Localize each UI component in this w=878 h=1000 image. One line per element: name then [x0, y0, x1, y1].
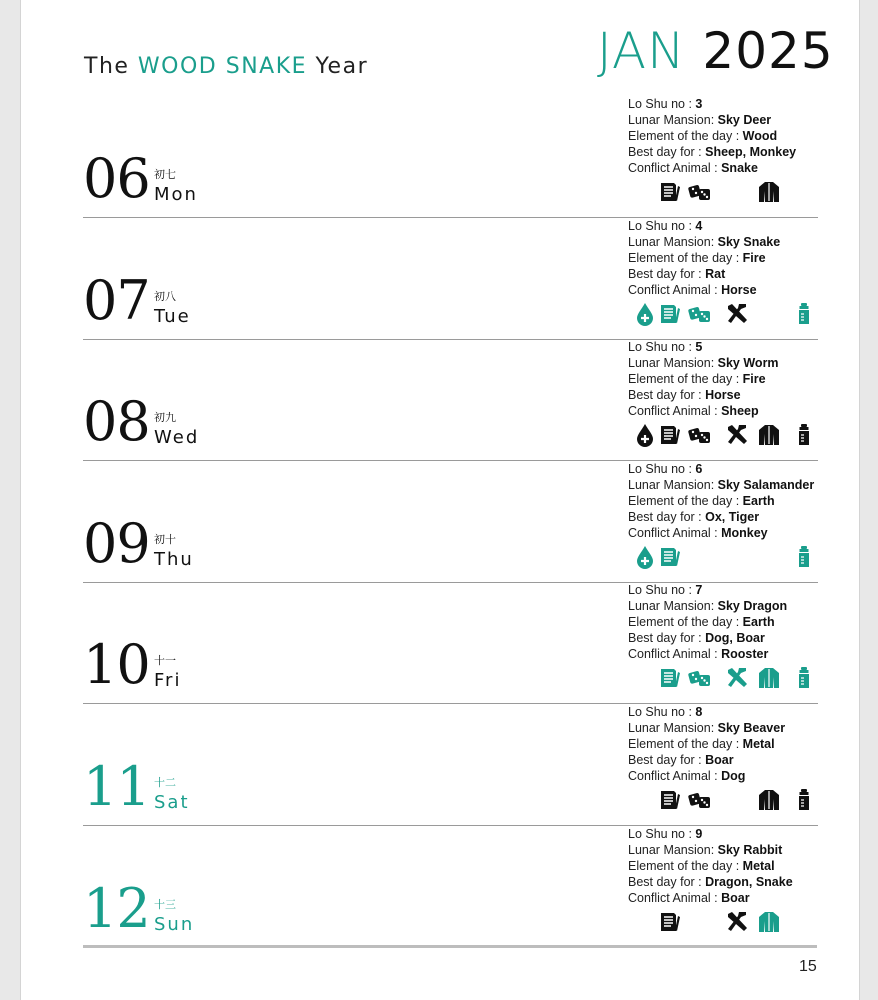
baby-bottle-icon	[792, 423, 816, 447]
weekday-label: Tue	[154, 305, 191, 327]
document-icon	[658, 545, 682, 569]
day-number: 11	[83, 755, 150, 818]
jacket-icon	[757, 666, 781, 690]
day-number: 06	[83, 147, 150, 210]
day-entry	[83, 96, 818, 218]
day-info	[628, 339, 779, 419]
document-icon	[658, 910, 682, 934]
lunar-mansion-line: Lunar Mansion: Sky Dragon	[628, 599, 788, 614]
dice-icon	[688, 302, 712, 326]
lunar-date: 初十	[154, 533, 176, 546]
tools-icon	[725, 910, 749, 934]
day-info	[628, 96, 796, 176]
jacket-icon	[757, 423, 781, 447]
medical-drop-icon	[633, 302, 657, 326]
weekday-label: Mon	[154, 184, 198, 205]
day-entry	[83, 582, 818, 704]
day-info	[628, 704, 785, 784]
lo-shu-line: Lo Shu no : 7	[628, 583, 703, 598]
best-day-line: Best day for : Boar	[628, 753, 734, 767]
planner-page	[20, 0, 860, 1000]
dice-icon	[688, 666, 712, 690]
dice-icon	[688, 423, 712, 447]
month-label: JAN	[597, 22, 686, 80]
baby-bottle-icon	[792, 666, 816, 690]
lo-shu-line: Lo Shu no : 3	[628, 97, 703, 111]
year-title-accent: WOOD SNAKE	[137, 54, 308, 79]
conflict-animal-line: Conflict Animal : Monkey	[628, 525, 768, 540]
page-number: 15	[799, 958, 817, 975]
document-icon	[658, 180, 682, 204]
day-number: 09	[83, 511, 150, 575]
lunar-date: 初七	[154, 169, 176, 181]
tools-icon	[725, 666, 749, 690]
day-divider	[83, 945, 817, 948]
tools-icon	[725, 302, 749, 326]
best-day-line: Best day for : Ox, Tiger	[628, 509, 760, 524]
weekday-label: Fri	[154, 670, 182, 692]
day-info	[628, 461, 814, 541]
baby-bottle-icon	[792, 302, 816, 326]
conflict-animal-line: Conflict Animal : Dog	[628, 769, 746, 783]
lunar-date: 初九	[154, 412, 176, 425]
day-number: 12	[83, 876, 150, 940]
lo-shu-line: Lo Shu no : 9	[628, 826, 703, 841]
element-line: Element of the day : Earth	[628, 615, 775, 630]
element-line: Element of the day : Fire	[628, 372, 766, 387]
lo-shu-line: Lo Shu no : 6	[628, 461, 703, 476]
element-line: Element of the day : Fire	[628, 250, 766, 265]
lo-shu-line: Lo Shu no : 4	[628, 218, 703, 233]
lunar-date: 初八	[154, 290, 176, 303]
activity-icons	[633, 302, 813, 326]
best-day-line: Best day for : Dragon, Snake	[628, 874, 793, 889]
lo-shu-line: Lo Shu no : 5	[628, 340, 703, 355]
day-entry	[83, 704, 818, 826]
conflict-animal-line: Conflict Animal : Sheep	[628, 404, 759, 419]
lunar-date: 十二	[154, 777, 176, 789]
weekday-label: Wed	[154, 427, 200, 449]
weekday-label: Sun	[154, 913, 195, 935]
best-day-line: Best day for : Dog, Boar	[628, 631, 765, 646]
dice-icon	[688, 788, 712, 812]
document-icon	[658, 788, 682, 812]
document-icon	[658, 666, 682, 690]
year-label: 2025	[702, 22, 834, 80]
activity-icons	[633, 180, 813, 204]
document-icon	[658, 302, 682, 326]
best-day-line: Best day for : Sheep, Monkey	[628, 145, 797, 159]
element-line: Element of the day : Metal	[628, 858, 775, 873]
year-title-prefix: The	[84, 54, 138, 79]
year-title	[84, 54, 368, 79]
day-entry	[83, 218, 818, 340]
activity-icons	[633, 666, 813, 690]
conflict-animal-line: Conflict Animal : Rooster	[628, 647, 769, 662]
lunar-date: 十三	[154, 898, 176, 911]
medical-drop-icon	[633, 423, 657, 447]
activity-icons	[633, 423, 813, 447]
lunar-mansion-line: Lunar Mansion: Sky Rabbit	[628, 842, 783, 857]
year-title-suffix: Year	[307, 54, 369, 79]
day-info	[628, 218, 780, 298]
medical-drop-icon	[633, 545, 657, 569]
day-info	[628, 826, 793, 906]
day-entry	[83, 461, 818, 583]
day-number: 08	[83, 390, 150, 454]
day-number: 10	[83, 633, 150, 697]
best-day-line: Best day for : Horse	[628, 388, 741, 403]
conflict-animal-line: Conflict Animal : Horse	[628, 282, 757, 297]
jacket-icon	[757, 180, 781, 204]
month-year-heading	[597, 22, 834, 80]
element-line: Element of the day : Wood	[628, 129, 778, 143]
best-day-line: Best day for : Rat	[628, 266, 726, 281]
jacket-icon	[757, 910, 781, 934]
day-info	[628, 582, 787, 662]
day-number: 07	[83, 268, 150, 332]
dice-icon	[688, 180, 712, 204]
conflict-animal-line: Conflict Animal : Snake	[628, 161, 758, 175]
lo-shu-line: Lo Shu no : 8	[628, 705, 703, 719]
lunar-mansion-line: Lunar Mansion: Sky Salamander	[628, 477, 815, 492]
weekday-label: Thu	[154, 548, 194, 570]
lunar-mansion-line: Lunar Mansion: Sky Worm	[628, 356, 779, 371]
lunar-date: 十一	[154, 655, 176, 668]
lunar-mansion-line: Lunar Mansion: Sky Deer	[628, 113, 772, 127]
day-entry	[83, 339, 818, 461]
element-line: Element of the day : Earth	[628, 493, 775, 508]
baby-bottle-icon	[792, 545, 816, 569]
day-entry	[83, 826, 818, 948]
conflict-animal-line: Conflict Animal : Boar	[628, 890, 750, 905]
lunar-mansion-line: Lunar Mansion: Sky Beaver	[628, 721, 786, 735]
lunar-mansion-line: Lunar Mansion: Sky Snake	[628, 234, 781, 249]
activity-icons	[633, 910, 813, 934]
element-line: Element of the day : Metal	[628, 737, 775, 751]
baby-bottle-icon	[792, 788, 816, 812]
tools-icon	[725, 423, 749, 447]
jacket-icon	[757, 788, 781, 812]
activity-icons	[633, 788, 813, 812]
document-icon	[658, 423, 682, 447]
weekday-label: Sat	[154, 792, 190, 813]
activity-icons	[633, 545, 813, 569]
